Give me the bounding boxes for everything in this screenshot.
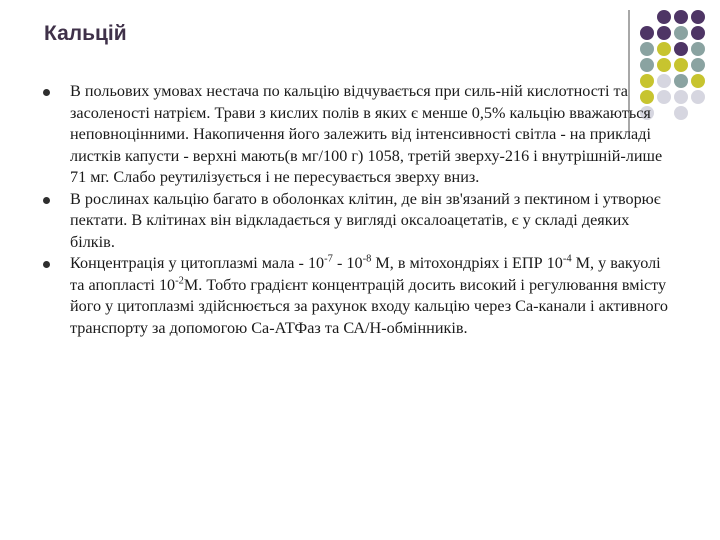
- decorative-dot: [691, 58, 705, 72]
- bullet-text: М. Тобто градієнт концентрацій досить високий і регулювання вмісту його у цитоплазмі здійснюється за рахунок входу кальцію через Са-канали і активного транспорту за допомогою Са-АТФаз та СА/Н-обмінників.: [70, 275, 668, 337]
- bullet-text: - 10: [332, 254, 363, 272]
- decorative-dot: [691, 90, 705, 104]
- exponent: -4: [562, 253, 572, 265]
- decorative-dot: [674, 106, 688, 120]
- decorative-dot: [657, 58, 671, 72]
- decorative-dot: [691, 106, 705, 120]
- decorative-dot: [691, 26, 705, 40]
- bullet-point: В рослинах кальцію багато в оболонках клітин, де він зв'язаний з пектином і утворює пектати. В клітинах він відкладається у вигляді оксалоацетатів, є у складі деяких білків.: [42, 189, 672, 254]
- decorative-dot: [640, 10, 654, 24]
- bullet-text: М, в мітохондріях і ЕПР 10: [371, 254, 563, 272]
- decorative-dot: [640, 58, 654, 72]
- decorative-dot: [674, 10, 688, 24]
- decorative-dot: [657, 42, 671, 56]
- bullet-point: В польових умовах нестача по кальцію відчувається при силь-ній кислотності та засоленості натрієм. Трави з кислих полів в яких є менше 0,5% кальцію вважаються неповноцінними. Накопичення його залежить від інтенсивності світла - на прикладі листків капусти - верхні мають(в мг/100 г) 1058, третій зверху-216 і внутрішній-лише 71 мг. Слабо реутилізується і не пересувається зверху вниз.: [42, 81, 672, 189]
- exponent: -7: [324, 253, 333, 265]
- bullet-point: [42, 253, 672, 339]
- decorative-dot: [674, 90, 688, 104]
- decorative-dot: [657, 10, 671, 24]
- bullet-list: [42, 81, 672, 339]
- decorative-dot: [691, 42, 705, 56]
- decorative-dot: [674, 74, 688, 88]
- decorative-dot: [674, 42, 688, 56]
- bullet-text: Концентрація у цитоплазмі мала - 10: [70, 254, 325, 272]
- decorative-dot: [691, 10, 705, 24]
- decorative-dot: [640, 42, 654, 56]
- exponent: -2: [175, 275, 184, 287]
- decorative-dot: [674, 58, 688, 72]
- decorative-dot: [640, 26, 654, 40]
- decorative-dot: [657, 26, 671, 40]
- slide-title: Кальцій: [44, 22, 127, 45]
- bullet-text: М, у вакуолі та апопласті 10: [70, 254, 661, 294]
- exponent: -8: [362, 253, 372, 265]
- decorative-dot: [674, 26, 688, 40]
- decorative-dot: [691, 74, 705, 88]
